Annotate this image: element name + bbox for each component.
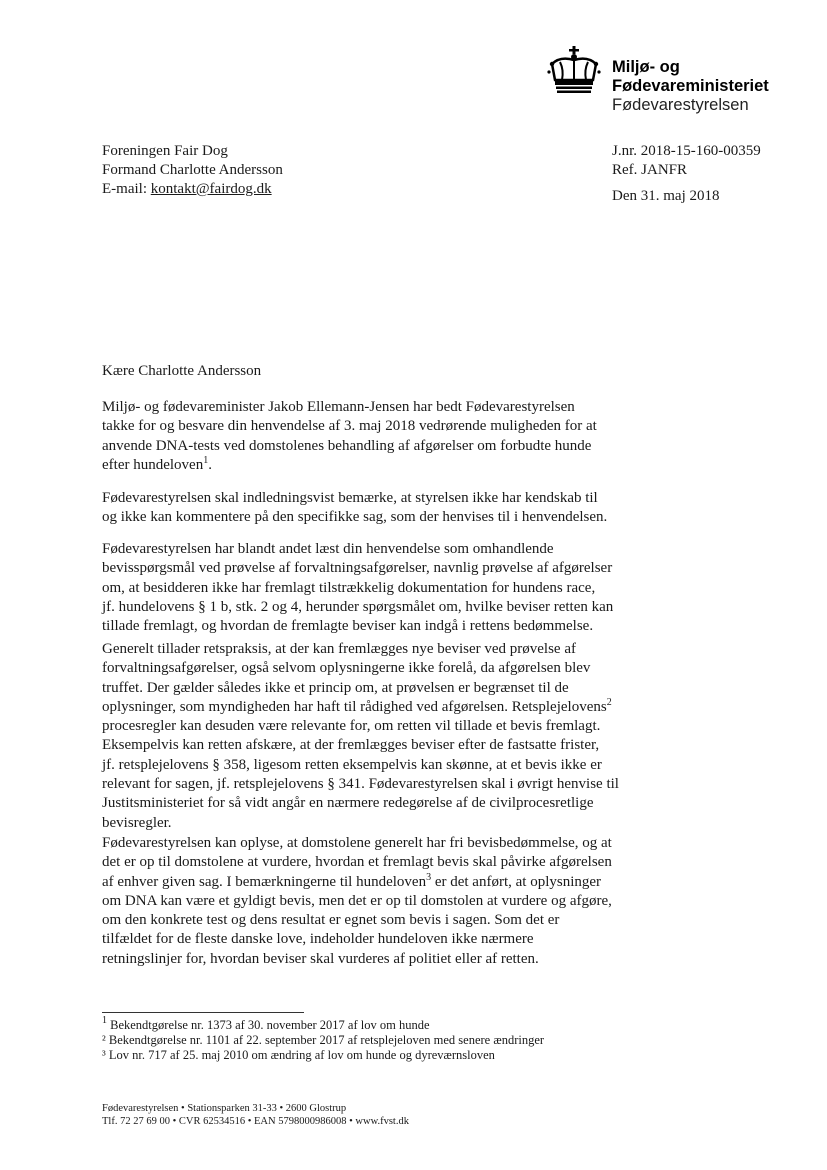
paragraph-text: oplysninger, som myndigheden har haft til rådighed ved afgørelsen. Retsplejelovens xyxy=(102,698,607,715)
paragraph-text: efter hundeloven xyxy=(102,456,204,473)
paragraph-line: og ikke kan kommentere på den specifikke sag, som der henvises til i henvendelsen. xyxy=(102,509,608,526)
footer-address: Fødevarestyrelsen • Stationsparken 31-33 • 2600 Glostrup xyxy=(102,1103,347,1114)
paragraph-line: procesregler kan desuden være relevante for, om retten vil tillade et bevis fremlagt. xyxy=(102,718,601,735)
paragraph-line: jf. hundelovens § 1 b, stk. 2 og 4, herunder spørgsmålet om, hvilke beviser retten kan xyxy=(102,598,614,615)
page-footer xyxy=(102,1102,409,1128)
email-link[interactable]: kontakt@fairdog.dk xyxy=(150,181,272,197)
paragraph-4 xyxy=(102,640,730,833)
paragraph-text: er det anført, at oplysninger xyxy=(431,873,602,890)
paragraph-line: relevant for sagen, jf. retsplejelovens § 341. Fødevarestyrelsen skal i øvrigt henvise til xyxy=(102,776,619,793)
footnote-ref-1: 1 xyxy=(203,454,209,466)
paragraph-line: forvaltningsafgørelser, også selvom oplysningerne ikke forelå, da afgørelsen blev xyxy=(102,660,591,677)
footer-contact: Tlf. 72 27 69 00 • CVR 62534516 • EAN 5798000986008 • www.fvst.dk xyxy=(102,1116,409,1127)
paragraph-line: Miljø- og fødevareminister Jakob Ellemann-Jensen har bedt Fødevarestyrelsen xyxy=(102,399,575,415)
paragraph-line: truffet. Der gælder således ikke et princip om, at prøvelsen er begrænset til de xyxy=(102,679,569,696)
paragraph-line: Fødevarestyrelsen kan oplyse, at domstolene generelt har fri bevisbedømmelse, og at xyxy=(102,835,612,851)
paragraph-1 xyxy=(102,398,730,475)
agency-name: Fødevarestyrelsen xyxy=(612,96,749,114)
paragraph-line xyxy=(102,873,730,892)
royal-crown-icon xyxy=(546,46,602,94)
ministry-logo-text xyxy=(612,58,769,115)
footnote-1-text: Bekendtgørelse nr. 1373 af 30. november 2017 af lov om hunde xyxy=(107,1018,430,1032)
paragraph-line: Generelt tillader retspraksis, at der kan fremlægges nye beviser ved prøvelse af xyxy=(102,641,576,657)
paragraph-line: Fødevarestyrelsen har blandt andet læst din henvendelse som omhandlende xyxy=(102,541,554,557)
footnote-ref-3: 3 xyxy=(426,871,432,883)
paragraph-line xyxy=(102,456,730,475)
recipient-email-line xyxy=(102,180,283,199)
footnote-2: ² Bekendtgørelse nr. 1101 af 22. september 2017 af retsplejeloven med senere ændringer xyxy=(102,1033,545,1047)
paragraph-line: retningslinjer for, hvordan beviser skal vurderes af politiet eller af retten. xyxy=(102,950,539,967)
letter-date: Den 31. maj 2018 xyxy=(612,188,720,204)
footnote-1-number: 1 xyxy=(102,1015,107,1026)
footnote-1 xyxy=(102,1015,544,1033)
recipient-person: Formand Charlotte Andersson xyxy=(102,162,283,178)
paragraph-text: . xyxy=(208,456,212,473)
paragraph-line: bevisregler. xyxy=(102,814,172,831)
ministry-name-line2: Fødevareministeriet xyxy=(612,77,769,95)
paragraph-2 xyxy=(102,489,730,528)
paragraph-line: takke for og besvare din henvendelse af 3. maj 2018 vedrørende muligheden for at xyxy=(102,418,597,435)
paragraph-line: om den konkrete test og dens resultat er egnet som bevis i sagen. Som det er xyxy=(102,912,560,929)
paragraph-line: bevisspørgsmål ved prøvelse af forvaltningsafgørelser, navnlig prøvelse af afgørelser xyxy=(102,560,613,577)
paragraph-line: det er op til domstolene at vurdere, hvordan et fremlagt bevis skal påvirke afgørelsen xyxy=(102,854,612,871)
paragraph-line: anvende DNA-tests ved domstolenes behandling af afgørelser om forbudte hunde xyxy=(102,437,592,454)
footnotes xyxy=(102,1015,545,1063)
paragraph-text: af enhver given sag. I bemærkningerne til hundeloven xyxy=(102,873,427,890)
footnote-3: ³ Lov nr. 717 af 25. maj 2010 om ændring af lov om hunde og dyreværnsloven xyxy=(102,1048,495,1062)
paragraph-line: Justitsministeriet for så vidt angår en nærmere redegørelse af de civilprocesretlige xyxy=(102,795,594,812)
paragraph-line: om DNA kan være et gyldigt bevis, men det er op til domstolen at vurdere og afgøre, xyxy=(102,892,612,909)
paragraph-5 xyxy=(102,834,730,969)
recipient-address xyxy=(102,142,283,199)
paragraph-line xyxy=(102,698,730,717)
footnote-divider xyxy=(102,1012,304,1013)
salutation: Kære Charlotte Andersson xyxy=(102,363,262,379)
email-label: E-mail: xyxy=(102,181,151,197)
reference-code: Ref. JANFR xyxy=(612,162,688,178)
paragraph-line: tilfældet for de fleste danske love, indeholder hundeloven ikke nærmere xyxy=(102,931,534,948)
footnote-ref-2: 2 xyxy=(606,696,612,708)
journal-number: J.nr. 2018-15-160-00359 xyxy=(612,143,761,159)
paragraph-line: Fødevarestyrelsen skal indledningsvist bemærke, at styrelsen ikke har kendskab til xyxy=(102,490,598,506)
ministry-name-line1: Miljø- og xyxy=(612,58,680,76)
paragraph-line: jf. retsplejelovens § 358, ligesom retten eksempelvis kan skønne, at et bevis ikke er xyxy=(102,756,602,773)
reference-block xyxy=(612,142,761,206)
paragraph-3 xyxy=(102,540,730,636)
paragraph-line: Eksempelvis kan retten afskære, at der fremlægges beviser efter de fastsatte frister, xyxy=(102,737,600,754)
recipient-organization: Foreningen Fair Dog xyxy=(102,143,228,159)
paragraph-line: om, at besidderen ikke har fremlagt tilstrækkelig dokumentation for hundens race, xyxy=(102,579,596,596)
paragraph-line: tillade fremlagt, og hvordan de fremlagte beviser kan indgå i rettens bedømmelse. xyxy=(102,618,594,635)
